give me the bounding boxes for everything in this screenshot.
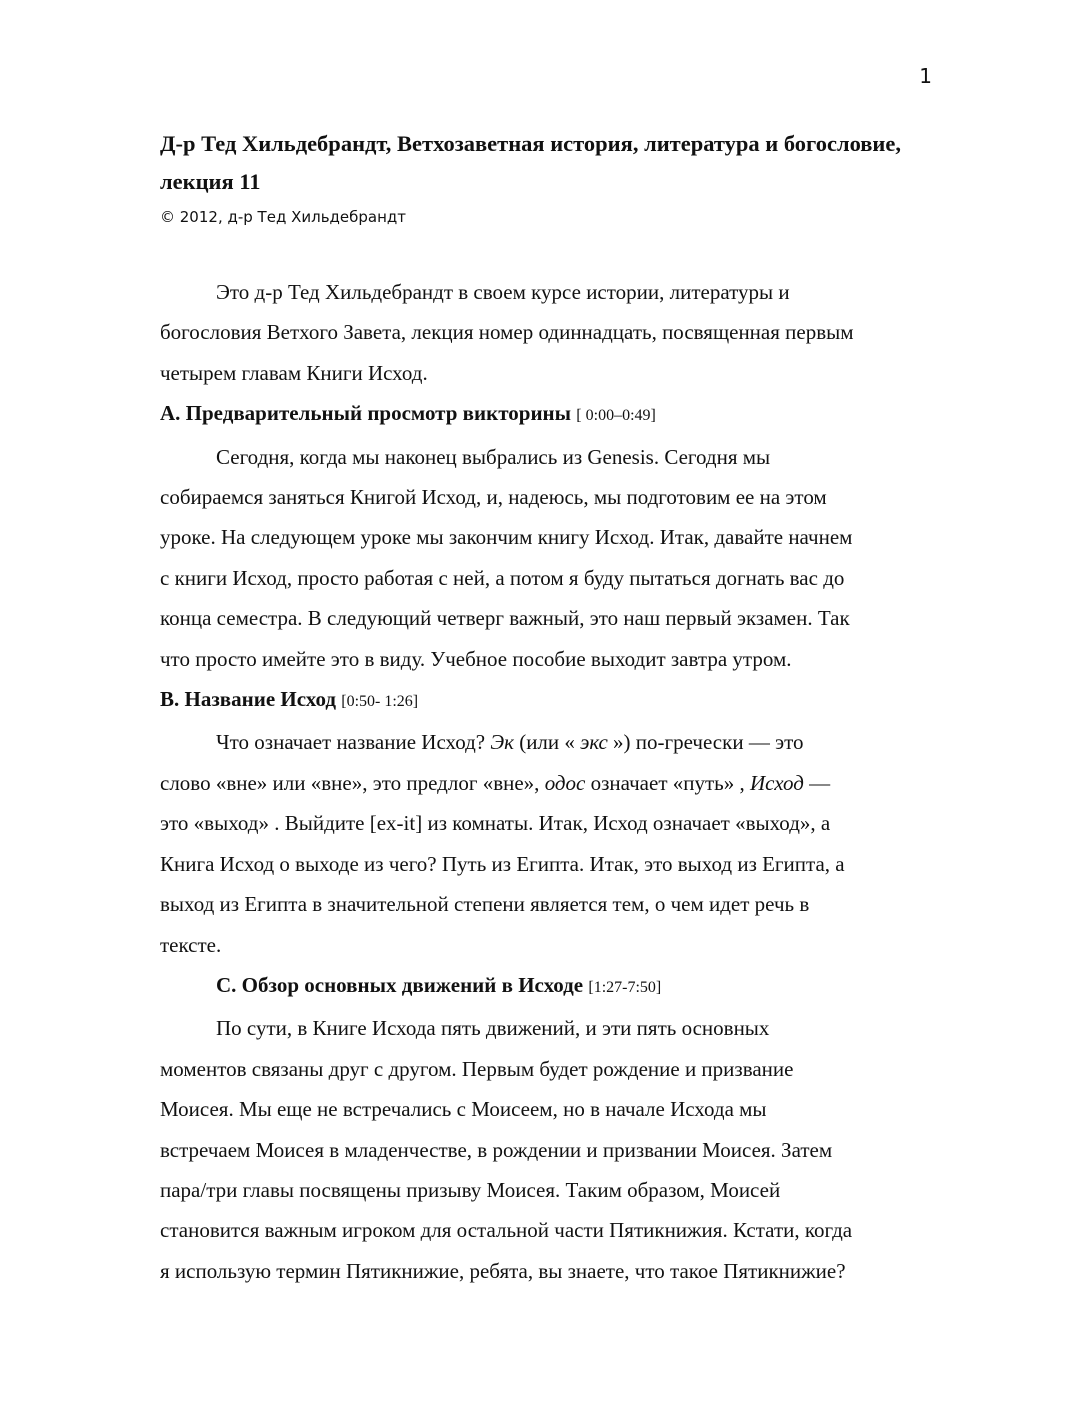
text-run: (или « bbox=[513, 730, 581, 755]
section-a-heading bbox=[160, 393, 940, 436]
paragraph-line: становится важным игроком для остальной части Пятикнижия. Кстати, когда bbox=[160, 1218, 853, 1243]
paragraph-line: уроке. На следующем уроке мы закончим книгу Исход. Итак, давайте начнем bbox=[160, 525, 853, 550]
paragraph-line: выход из Египта в значительной степени является тем, о чем идет речь в bbox=[160, 892, 810, 917]
paragraph-line: это «выход» . Выйдите [ex-it] из комнаты. Итак, Исход означает «выход», а bbox=[160, 811, 831, 836]
document-body bbox=[160, 272, 940, 1291]
paragraph-line: Моисея. Мы еще не встречались с Моисеем, но в начале Исхода мы bbox=[160, 1097, 767, 1122]
paragraph-line: По сути, в Книге Исхода пять движений, и эти пять основных bbox=[216, 1016, 770, 1041]
section-c-paragraph bbox=[160, 1008, 940, 1291]
paragraph-line: я использую термин Пятикнижие, ребята, вы знаете, что такое Пятикнижие? bbox=[160, 1258, 846, 1283]
paragraph-line bbox=[160, 763, 940, 803]
paragraph-line: моментов связаны друг с другом. Первым будет рождение и призвание bbox=[160, 1056, 794, 1081]
paragraph-line: конца семестра. В следующий четверг важный, это наш первый экзамен. Так bbox=[160, 606, 850, 631]
page-number: 1 bbox=[919, 64, 932, 88]
paragraph-line: пара/три главы посвящены призыву Моисея. Таким образом, Моисей bbox=[160, 1177, 781, 1202]
text-run: Что означает название Исход? bbox=[216, 730, 491, 755]
paragraph-line: Сегодня, когда мы наконец выбрались из Genesis. Сегодня мы bbox=[216, 444, 771, 469]
section-b-title: B. Название Исход bbox=[160, 687, 336, 712]
copyright-notice: © 2012, д-р Тед Хильдебрандт bbox=[160, 208, 407, 226]
text-run: слово «вне» или «вне», это предлог «вне», bbox=[160, 770, 545, 795]
paragraph-line: что просто имейте это в виду. Учебное пособие выходит завтра утром. bbox=[160, 646, 792, 671]
section-a-timestamp: [ 0:00–0:49] bbox=[576, 407, 656, 425]
intro-line: четырем главам Книги Исход. bbox=[160, 360, 428, 385]
paragraph-line: встречаем Моисея в младенчестве, в рождении и призвании Моисея. Затем bbox=[160, 1137, 833, 1162]
intro-paragraph bbox=[160, 272, 940, 393]
section-c-timestamp: [1:27-7:50] bbox=[588, 978, 662, 996]
paragraph-line: тексте. bbox=[160, 932, 222, 957]
page-title bbox=[160, 125, 950, 201]
paragraph-line: с книги Исход, просто работая с ней, а потом я буду пытаться догнать вас до bbox=[160, 565, 845, 590]
section-a-title: А. Предварительный просмотр викторины bbox=[160, 401, 572, 426]
greek-term: экс bbox=[580, 730, 608, 755]
intro-line: Это д-р Тед Хильдебрандт в своем курсе истории, литературы и bbox=[216, 280, 790, 304]
section-b-paragraph bbox=[160, 722, 940, 964]
paragraph-line bbox=[160, 722, 940, 762]
section-c-title: C. Обзор основных движений в Исходе bbox=[216, 972, 584, 997]
italic-term: Исход bbox=[750, 770, 804, 795]
section-b-timestamp: [0:50- 1:26] bbox=[341, 693, 419, 711]
greek-term: Эк bbox=[490, 730, 514, 755]
text-run: ») по-гречески — это bbox=[607, 730, 804, 755]
paragraph-line: собираемся заняться Книгой Исход, и, надеюсь, мы подготовим ее на этом bbox=[160, 485, 827, 510]
greek-term: одос bbox=[544, 770, 586, 795]
section-a-paragraph bbox=[160, 437, 940, 679]
text-run: означает «путь» , bbox=[585, 770, 750, 795]
section-b-heading bbox=[160, 679, 940, 722]
title-line-2: лекция 11 bbox=[160, 169, 261, 194]
paragraph-line: Книга Исход о выходе из чего? Путь из Египта. Итак, это выход из Египта, а bbox=[160, 851, 845, 876]
intro-line: богословия Ветхого Завета, лекция номер одиннадцать, посвященная первым bbox=[160, 320, 854, 345]
title-line-1: Д-р Тед Хильдебрандт, Ветхозаветная история, литература и богословие, bbox=[160, 131, 901, 156]
text-run: — bbox=[803, 770, 831, 795]
section-c-heading bbox=[160, 965, 940, 1008]
